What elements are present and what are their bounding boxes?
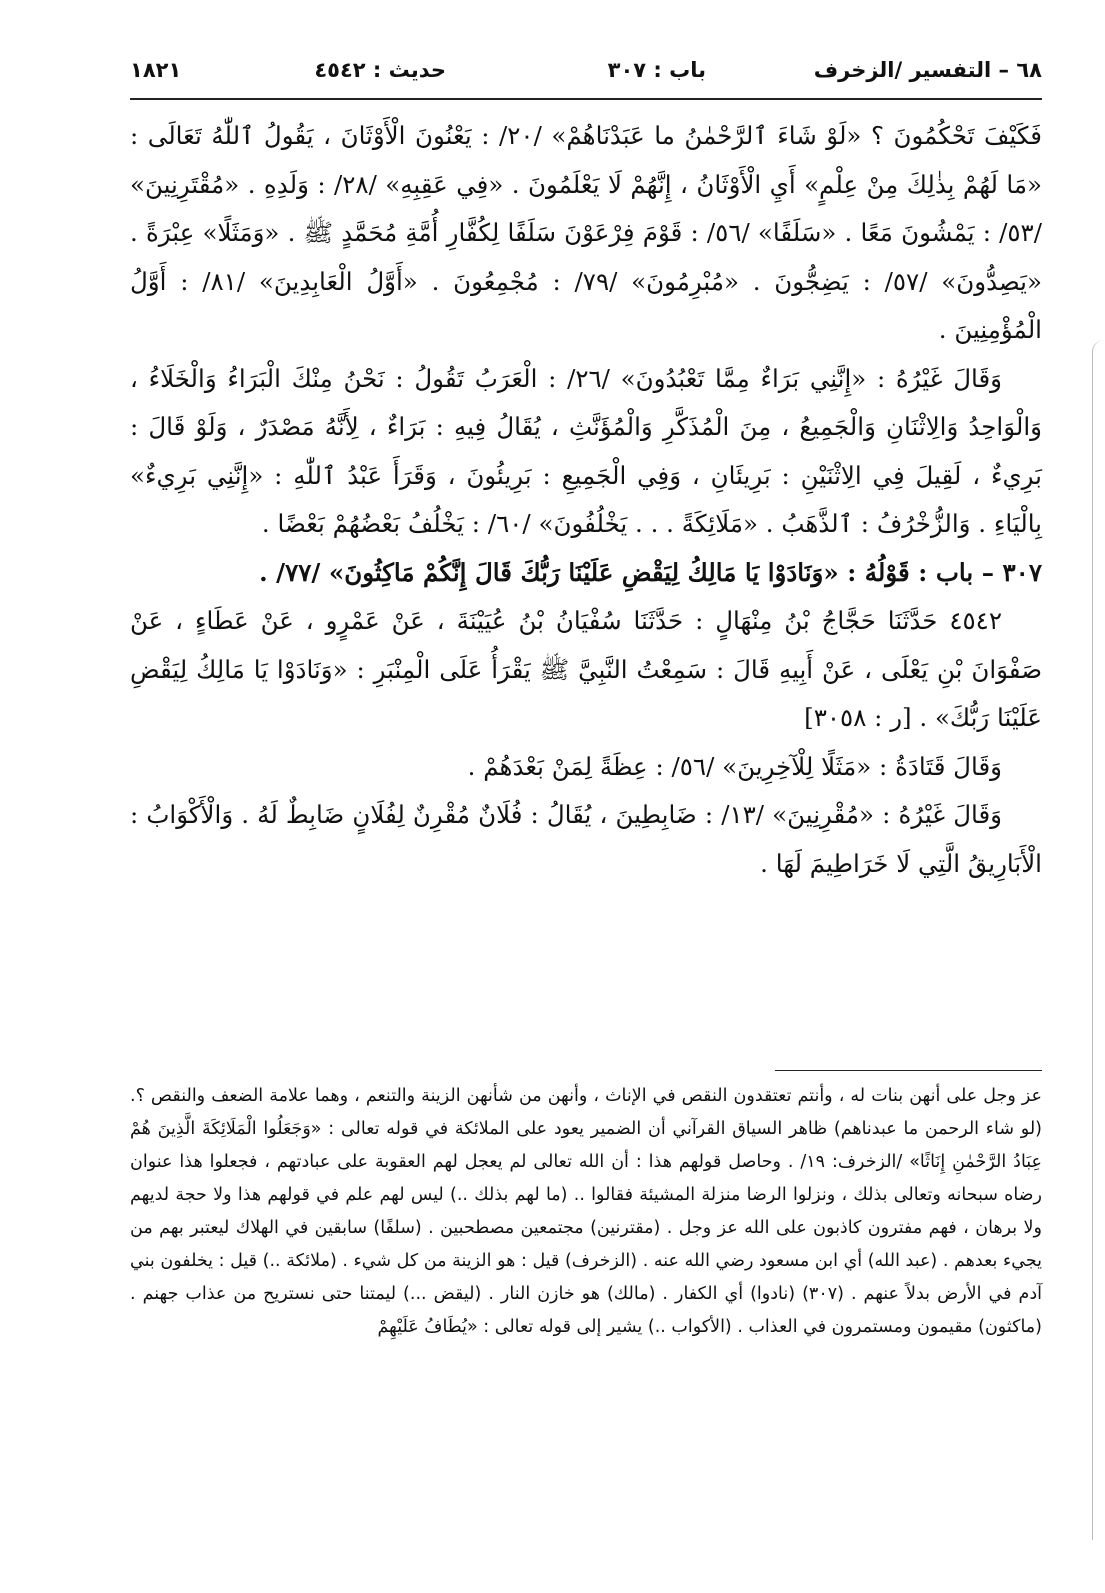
footnote-text: عز وجل على أنهن بنات له ، وأنتم تعتقدون النقص في الإناث ، وأنهن من شأنهن الزينة والتنعم ، وهما علامة الضعف والنقص ؟. (لو شاء الرحمن ما عبدناهم) ظاهر السياق القرآني أن الضمير يعود على الملائكة في قوله تعالى : «وَجَعَلُوا الْمَلَائِكَةَ الَّذِينَ هُمْ عِبَادُ الرَّحْمٰنِ إِنَاثًا» /الزخرف: ١٩/ . وحاصل قولهم هذا : أن الله تعالى لم يعجل لهم العقوبة على عبادتهم ، فجعلوا هذا عنوان رضاه سبحانه وتعالى بذلك ، ونزلوا الرضا منزلة المشيئة فقالوا .. (ما لهم بذلك ..) ليس لهم علم في قولهم هذا ولا حجة لديهم ولا برهان ، فهم مفترون كاذبون على الله عز وجل . (مقترنين) مجتمعين مصطحبين . (سلفًا) سابقين في الهلاك ليعتبر بهم من يجيء بعدهم . (عبد الله) أي ابن مسعود رضي الله عنه . (الزخرف) قيل : هو الزينة من كل شيء . (ملائكة ..) قيل : يخلفون بني آدم في الأرض بدلاً عنهم . (٣٠٧) (نادوا) أي الكفار . (مالك) هو خازن النار . (ليقض ...) ليمتنا حتى نستريح من عذاب جهنم . (ماكثون) مقيمون ومستمرون في العذاب . (الأكواب ..) يشير إلى قوله تعالى : «يُطَافُ عَلَيْهِمْ [130,1086,1042,1337]
hadith-text: ٤٥٤٢ حَدَّثَنَا حَجَّاجُ بْنُ مِنْهَالٍ : حَدَّثَنَا سُفْيَانُ بْنُ عُيَيْنَةَ ، عَنْ عَمْرٍو ، عَنْ عَطَاءٍ ، عَنْ صَفْوَانَ بْنِ يَعْلَى ، عَنْ أَبِيهِ قَالَ : سَمِعْتُ النَّبِيَّ ﷺ يَقْرَأُ عَلَى الْمِنْبَرِ : «وَنَادَوْا يَا مَالِكُ لِيَقْضِ عَلَيْنَا رَبُّكَ» . [ر : ٣٠٥٨] [130,606,1042,732]
page-number: ١٨٢١ [130,58,182,82]
paragraph-ghayruhu: وَقَالَ غَيْرُهُ : «مُقْرِنِينَ» /١٣/ : ضَابِطِينَ ، يُقَالُ : فُلَانٌ مُقْرِنٌ لِفُلَانٍ ضَابِطٌ لَهُ . وَالْأَكْوَابُ : الْأَبَارِيقُ الَّتِي لَا خَرَاطِيمَ لَهَا . [130,800,1042,878]
page-edge-line [1092,340,1105,1540]
footnote-divider [775,1070,1042,1071]
header-divider [130,98,1042,100]
page-header [130,48,1042,96]
chapter-title: ٦٨ – التفسير /الزخرف [813,58,1042,82]
hadith-number: حديث : ٤٥٤٢ [314,58,446,82]
bab-heading: ٣٠٧ – باب : قَوْلُهُ : «وَنَادَوْا يَا مَالِكُ لِيَقْضِ عَلَيْنَا رَبُّكَ قَالَ إِنَّكُمْ مَاكِثُونَ» /٧٧/ . [259,557,1042,587]
main-text [130,112,1042,888]
paragraph-qatada: وَقَالَ قَتَادَةُ : «مَثَلًا لِلْآخِرِينَ» /٥٦/ : عِظَةً لِمَنْ بَعْدَهُمْ . [467,751,1002,781]
paragraph-tafsir-2: وَقَالَ غَيْرُهُ : «إِنَّنِي بَرَاءٌ مِمَّا تَعْبُدُونَ» /٢٦/ : الْعَرَبُ تَقُولُ : نَحْنُ مِنْكَ الْبَرَاءُ وَالْخَلَاءُ ، وَالْوَاحِدُ وَالِاثْنَانِ وَالْجَمِيعُ ، مِنَ الْمُذَكَّرِ وَالْمُؤَنَّثِ ، يُقَالُ فِيهِ : بَرَاءٌ ، لِأَنَّهُ مَصْدَرٌ ، وَلَوْ قَالَ : بَرِيءٌ ، لَقِيلَ فِي الِاثْنَيْنِ : بَرِيئَانِ ، وَفِي الْجَمِيعِ : بَرِيئُونَ ، وَقَرَأَ عَبْدُ ٱللّٰهِ : «إِنَّنِي بَرِيءٌ» بِالْيَاءِ . وَالزُّخْرُفُ : ٱلذَّهَبُ . «مَلَائِكَةً . . . يَخْلُفُونَ» /٦٠/ : يَخْلُفُ بَعْضُهُمْ بَعْضًا . [130,363,1042,538]
footnotes [130,1080,1042,1344]
bab-number: باب : ٣٠٧ [607,58,706,82]
paragraph-tafsir-1: فَكَيْفَ تَحْكُمُونَ ؟ «لَوْ شَاءَ ٱلرَّحْمٰنُ ما عَبَدْنَاهُمْ» /٢٠/ : يَعْنُونَ الْأَوْثَانَ ، يَقُولُ ٱللّٰهُ تَعَالَى : «مَا لَهُمْ بِذٰلِكَ مِنْ عِلْمٍ» أَيِ الْأَوْثَانُ ، إِنَّهُمْ لَا يَعْلَمُونَ . «فِي عَقِبِهِ» /٢٨/ : وَلَدِهِ . «مُقْتَرِنِينَ» /٥٣/ : يَمْشُونَ مَعًا . «سَلَفًا» /٥٦/ : قَوْمَ فِرْعَوْنَ سَلَفًا لِكُفَّارِ أُمَّةِ مُحَمَّدٍ ﷺ . «وَمَثَلًا» عِبْرَةً . «يَصِدُّونَ» /٥٧/ : يَضِجُّونَ . «مُبْرِمُونَ» /٧٩/ : مُجْمِعُونَ . «أَوَّلُ الْعَابِدِينَ» /٨١/ : أَوَّلُ الْمُؤْمِنِينَ . [130,121,1043,344]
